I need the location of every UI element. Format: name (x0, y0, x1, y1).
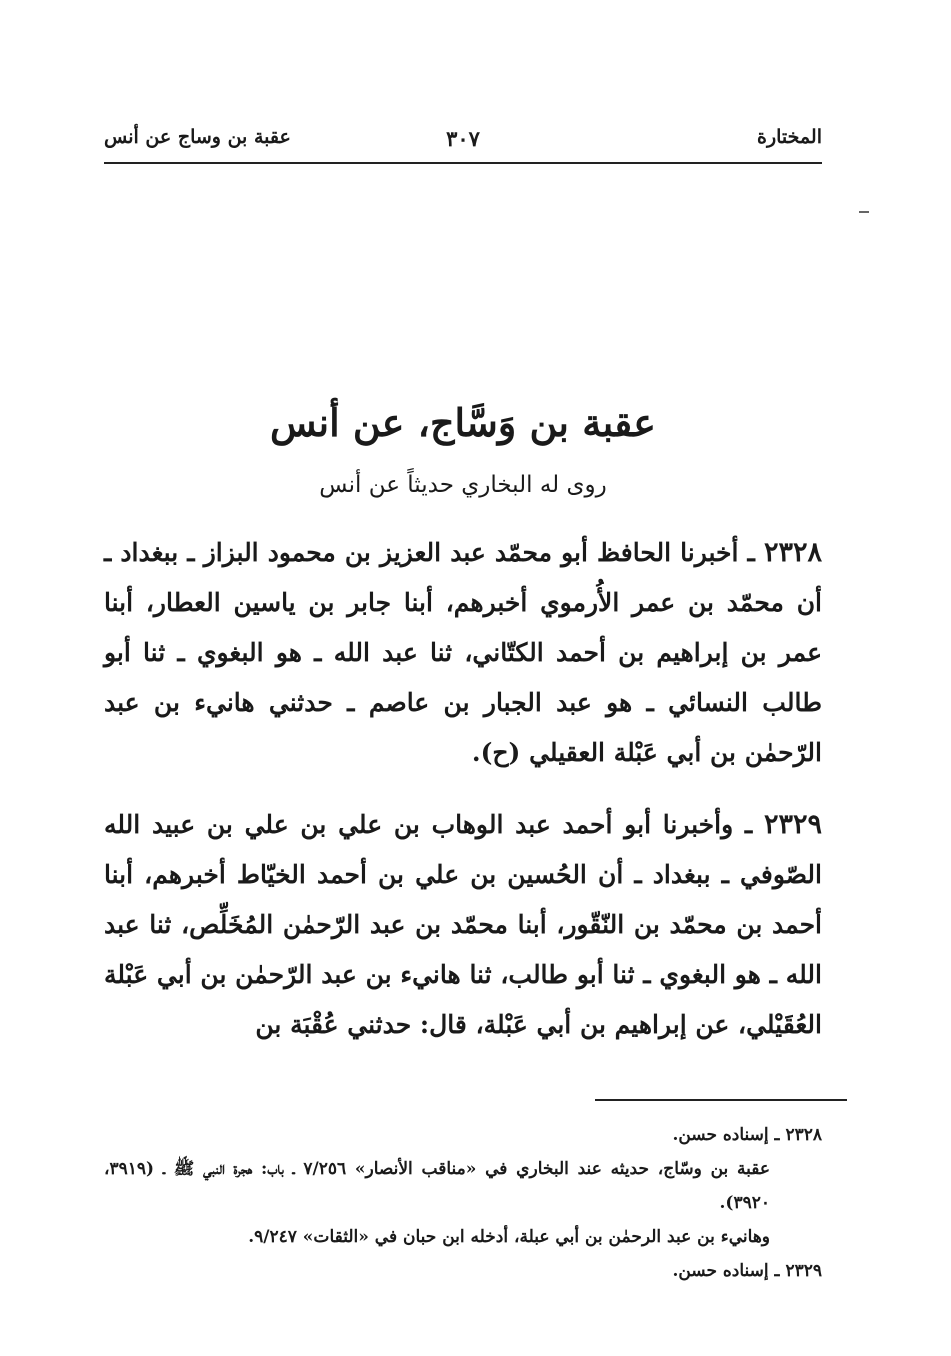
header-divider (104, 162, 822, 164)
chapter-header: عقبة بن وساج عن أنس (104, 126, 291, 148)
section-subtitle: روى له البخاري حديثاً عن أنس (319, 472, 607, 498)
footnote-divider (595, 1099, 847, 1101)
hadith-text: ـ أخبرنا الحافظ أبو محمّد عبد العزيز بن محمود البزاز ـ ببغداد ـ أن محمّد بن عمر الأُرموي أخبرهم، أبنا جابر بن ياسين العطار، أبنا عمر بن إبراهيم بن أحمد الكتّاني، ثنا عبد الله ـ هو البغوي ـ ثنا أبو طالب النسائي ـ هو عبد الجبار بن عاصم ـ حدثني هانيء بن عبد الرّحمٰن بن أبي عَبْلة العقيلي (ح). (104, 538, 822, 767)
page-number: ٣٠٧ (446, 126, 480, 151)
footnote-item: عقبة بن وسّاج، حديثه عند البخاري في «مناقب الأنصار» ٧/٢٥٦ ـ باب: هجرة النبي ﷺ ـ (٣٩١٩، ٣٩٢٠). (104, 1159, 770, 1213)
book-title-header: المختارة (757, 126, 822, 148)
hadith-number: ٢٣٢٩ (763, 809, 822, 840)
footnote-item: ٢٣٢٩ ـ إسناده حسن. (672, 1261, 822, 1281)
footnotes (104, 1118, 822, 1288)
hadith-text: ـ وأخبرنا أبو أحمد عبد الوهاب بن علي بن علي بن عبيد الله الصّوفي ـ ببغداد ـ أن الحُسين بن علي بن أحمد الخيّاط أخبرهم، أبنا أحمد بن محمّد بن النّقّور، أبنا محمّد بن عبد الرّحمٰن المُخَلِّص، ثنا عبد الله ـ هو البغوي ـ ثنا أبو طالب، ثنا هانيء بن عبد الرّحمٰن بن أبي عَبْلة العُقَيْلي، عن إبراهيم بن أبي عَبْلة، قال: حدثني عُقْبَة بن (104, 810, 822, 1039)
footnote-item: وهانيء بن عبد الرحمٰن بن أبي عبلة، أدخله ابن حبان في «الثقات» ٩/٢٤٧. (248, 1227, 770, 1247)
running-header (104, 126, 822, 166)
hadith-paragraph (104, 528, 822, 778)
margin-mark (859, 211, 869, 213)
footnote-item: ٢٣٢٨ ـ إسناده حسن. (672, 1125, 822, 1145)
hadith-number: ٢٣٢٨ (763, 537, 822, 568)
section-title: عقبة بن وَسَّاج، عن أنس (270, 400, 656, 445)
hadith-paragraph (104, 800, 822, 1050)
